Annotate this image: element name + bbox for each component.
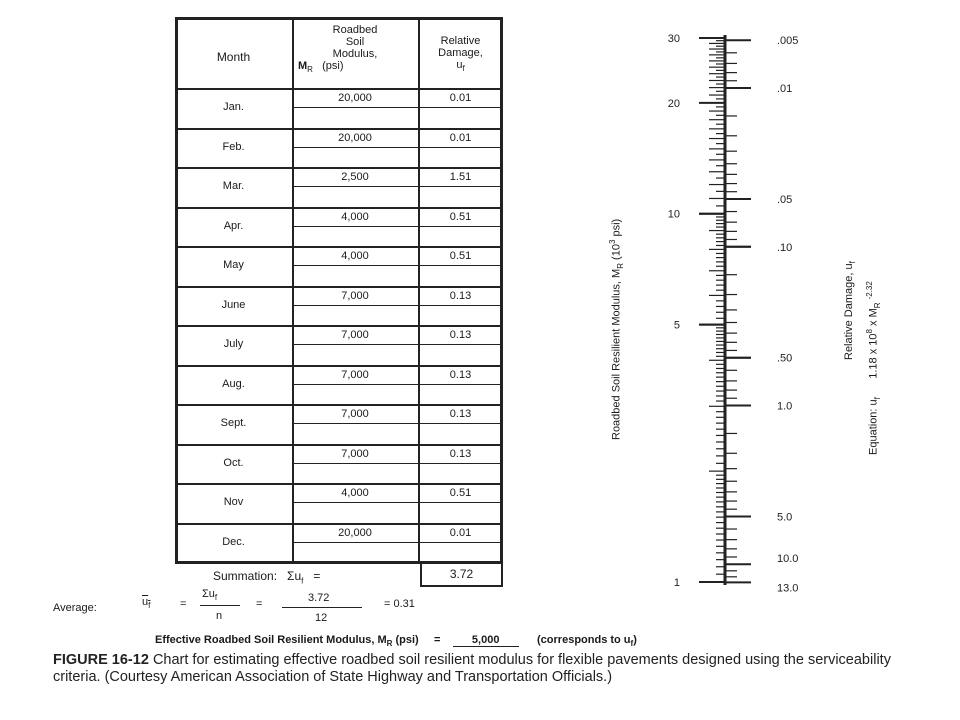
damage-cell: 0.01	[449, 92, 472, 104]
damage-cell: 0.51	[449, 250, 472, 262]
average-num1-symbol: Σu	[202, 588, 215, 600]
average-eq2: =	[256, 598, 263, 610]
modulus-cell: 4,000	[341, 210, 369, 223]
modulus-cell: 7,000	[341, 368, 369, 381]
summation-equals: =	[313, 569, 321, 583]
modulus-cell: 4,000	[341, 250, 369, 262]
modulus-scale-label: 20	[667, 97, 680, 110]
month-cell: Dec.	[222, 535, 245, 548]
modulus-cell: 7,000	[341, 408, 369, 420]
damage-scale-label: .10	[777, 241, 793, 254]
effective-equals: =	[434, 634, 441, 646]
modulus-axis-title	[608, 219, 625, 440]
average-num2: 3.72	[308, 592, 330, 604]
effective-label-sub: R	[386, 639, 393, 649]
equation-label	[865, 281, 882, 455]
damage-cell: 0.13	[449, 329, 472, 341]
damage-scale-label: .05	[777, 193, 793, 206]
modulus-cell: 4,000	[341, 487, 369, 499]
header-damage-sub: f	[462, 64, 465, 74]
average-den2: 12	[315, 612, 328, 624]
modulus-axis-unit: (10	[610, 244, 623, 264]
caption-text: Chart for estimating effective roadbed soil resilient modulus for flexible pavements designed using the serviceability criteria. (Courtesy American Association of State Highway and Transportation Officials.)	[53, 652, 891, 685]
damage-axis-title	[843, 261, 857, 360]
average-eq1: =	[180, 598, 187, 610]
modulus-scale-label: 10	[667, 208, 680, 221]
modulus-scale-label: 1	[673, 577, 680, 589]
summation-value: 3.72	[420, 562, 503, 587]
equation-text2: x M	[867, 308, 880, 330]
month-cell: Nov	[223, 496, 244, 508]
damage-axis-text: Relative Damage, u	[843, 263, 855, 360]
month-cell: June	[221, 298, 246, 311]
damage-cell: 0.01	[449, 131, 472, 144]
header-modulus-unit: (psi)	[322, 60, 344, 72]
effective-note-end: )	[633, 634, 637, 646]
header-modulus-line2: Soil	[345, 36, 365, 48]
modulus-axis-text: Roadbed Soil Resilient Modulus, M	[610, 268, 623, 440]
average-ubar-symbol: u	[142, 596, 149, 608]
modulus-scale-label: 5	[673, 319, 680, 332]
modulus-cell: 2,500	[341, 171, 369, 183]
damage-scale-labels	[777, 35, 798, 594]
header-month: Month	[216, 50, 251, 64]
nomograph-ticks	[699, 38, 751, 582]
damage-scale-label: 13.0	[777, 582, 799, 595]
effective-note-sub: f	[630, 639, 634, 649]
modulus-axis-sub: R	[615, 263, 625, 269]
header-modulus-symbol: M	[298, 60, 308, 72]
modulus-cell: 20,000	[338, 92, 372, 104]
summation-symbol: Σu	[287, 569, 302, 583]
equation-label-sub: f	[872, 397, 882, 400]
header-damage-line1: Relative	[440, 35, 481, 47]
effective-label: Effective Roadbed Soil Resilient Modulus, M	[155, 634, 387, 646]
average-den1: n	[216, 610, 223, 622]
header-modulus-sub: R	[307, 65, 313, 75]
average-label: Average:	[53, 602, 97, 614]
figure-number: FIGURE 16-12	[53, 652, 149, 668]
month-cell: Aug.	[222, 377, 245, 390]
average-num1-sub: f	[214, 593, 218, 603]
modulus-axis-sup: 3	[608, 239, 617, 245]
modulus-cell: 7,000	[341, 329, 369, 341]
modulus-axis-end: psi)	[610, 218, 623, 240]
damage-scale-label: .005	[777, 35, 799, 48]
damage-cell: 1.51	[449, 171, 472, 183]
damage-cell: 0.01	[449, 526, 472, 539]
header-damage-line2: Damage,	[438, 47, 483, 59]
modulus-cell: 7,000	[341, 289, 369, 302]
damage-cell: 0.51	[449, 487, 472, 499]
modulus-scale-labels	[668, 33, 680, 589]
damage-axis-sub: f	[848, 261, 858, 264]
month-cell: Feb.	[222, 140, 245, 153]
effective-unit: (psi)	[395, 634, 419, 646]
equation-sup2: -2.32	[865, 281, 874, 300]
effective-note: (corresponds to u	[537, 634, 631, 646]
equation-label-text: Equation: u	[867, 399, 880, 455]
summation-text: Summation:	[213, 569, 278, 583]
damage-scale-label: 10.0	[777, 553, 799, 566]
header-modulus-line1: Roadbed	[332, 24, 378, 36]
average-ubar-sub: f	[148, 601, 151, 611]
summation-sub: f	[301, 576, 304, 586]
damage-cell: 0.13	[449, 447, 472, 460]
header-damage-symbol: u	[456, 59, 463, 71]
month-cell: Oct.	[223, 456, 244, 469]
modulus-cell: 20,000	[338, 131, 372, 144]
month-cell: Mar.	[222, 180, 245, 192]
damage-scale-label: 5.0	[777, 511, 793, 524]
modulus-scale-label: 30	[667, 33, 680, 45]
header-modulus-line3: Modulus,	[332, 48, 378, 60]
damage-scale-label: .01	[777, 83, 793, 96]
month-cell: July	[223, 338, 244, 350]
equation-text: 1.18 x 10	[867, 333, 880, 379]
month-cell: Sept.	[220, 417, 247, 429]
month-cell: May	[223, 259, 244, 271]
damage-cell: 0.13	[449, 289, 472, 302]
damage-cell: 0.13	[449, 408, 472, 420]
equation-sup: 8	[865, 329, 874, 334]
effective-value: 5,000	[453, 634, 519, 647]
month-cell: Jan.	[223, 101, 244, 113]
modulus-cell: 7,000	[341, 447, 369, 460]
modulus-cell: 20,000	[338, 526, 372, 539]
damage-scale-label: .50	[777, 352, 793, 365]
average-result: = 0.31	[384, 598, 415, 610]
equation-sub2: R	[872, 302, 882, 309]
damage-scale-label: 1.0	[777, 400, 793, 413]
month-cell: Apr.	[223, 219, 244, 232]
damage-cell: 0.13	[449, 368, 472, 381]
damage-cell: 0.51	[449, 210, 472, 223]
